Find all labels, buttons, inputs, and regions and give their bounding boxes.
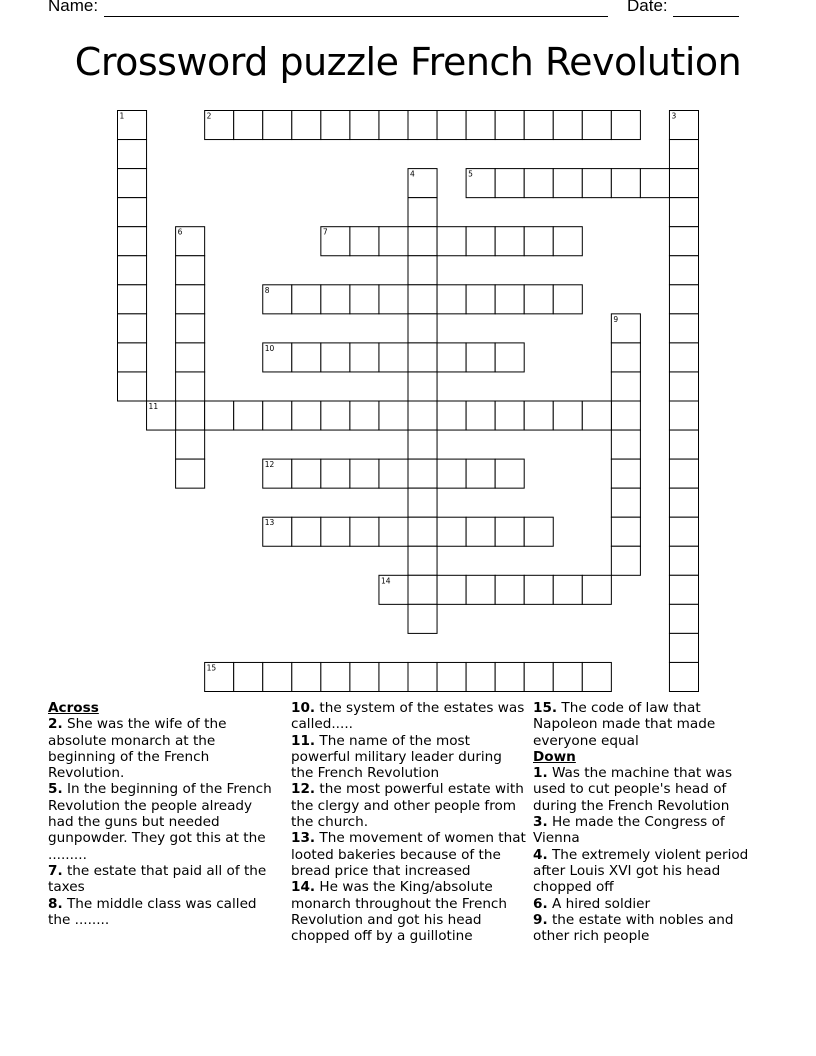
grid-cell <box>553 227 582 256</box>
grid-cell <box>118 140 147 169</box>
grid-cell <box>263 111 292 140</box>
grid-cell <box>321 459 350 488</box>
grid-cell <box>669 314 698 343</box>
grid-cell <box>611 111 640 140</box>
grid-cell <box>611 169 640 198</box>
grid-cell <box>437 575 466 604</box>
grid-cell <box>669 169 698 198</box>
cell-number: 3 <box>671 111 677 121</box>
grid-cell <box>466 343 495 372</box>
grid-cell <box>408 459 437 488</box>
grid-cell <box>118 285 147 314</box>
grid-cell <box>524 401 553 430</box>
grid-cell <box>263 401 292 430</box>
grid-cell <box>611 459 640 488</box>
grid-cell <box>495 401 524 430</box>
grid-cell <box>350 517 379 546</box>
grid-cell <box>379 227 408 256</box>
grid-cell <box>408 111 437 140</box>
grid-cell <box>234 111 263 140</box>
grid-cell <box>611 517 640 546</box>
grid-cell <box>350 662 379 691</box>
grid-cell <box>350 343 379 372</box>
grid-cell <box>669 227 698 256</box>
grid-cell <box>118 314 147 343</box>
grid-cell <box>553 575 582 604</box>
grid-cell <box>176 343 205 372</box>
clue-down-6: 6. A hired soldier <box>533 895 651 912</box>
grid-cell <box>321 401 350 430</box>
grid-cell <box>408 430 437 459</box>
grid-cell <box>176 459 205 488</box>
grid-cell <box>263 662 292 691</box>
grid-cell <box>466 285 495 314</box>
clue-across-8: 8. The middle class was called the ........ <box>48 895 257 928</box>
grid-cell <box>669 575 698 604</box>
clue-across-5: 5. In the beginning of the French Revolution the people already had the guns but needed gunpowder. They got this at the ......... <box>48 781 272 863</box>
grid-cell <box>466 227 495 256</box>
grid-cell <box>669 662 698 691</box>
grid-cell <box>408 488 437 517</box>
grid-cell <box>553 111 582 140</box>
grid-cell <box>176 285 205 314</box>
grid-cell <box>669 198 698 227</box>
grid-cell <box>234 662 263 691</box>
clue-across-13: 13. The movement of women that looted bakeries because of the bread price that increased <box>291 830 526 879</box>
grid-cell <box>437 662 466 691</box>
grid-cell <box>495 343 524 372</box>
grid-cell <box>466 401 495 430</box>
grid-cell <box>321 343 350 372</box>
grid-cell <box>466 575 495 604</box>
grid-cell <box>466 662 495 691</box>
cell-number: 10 <box>264 343 275 353</box>
grid-cell <box>669 401 698 430</box>
grid-cell <box>495 285 524 314</box>
grid-cell <box>408 604 437 633</box>
clue-across-15: 15. The code of law that Napoleon made that made everyone equal <box>533 700 716 749</box>
grid-cell <box>118 372 147 401</box>
grid-cell <box>350 227 379 256</box>
grid-cell <box>582 575 611 604</box>
grid-cell <box>118 227 147 256</box>
grid-cell <box>408 314 437 343</box>
grid-cell <box>176 430 205 459</box>
clue-column-3 <box>533 700 755 944</box>
grid-cell <box>582 662 611 691</box>
grid-cell <box>669 372 698 401</box>
across-heading: Across <box>48 700 99 716</box>
clue-column-1 <box>48 700 276 928</box>
cell-number: 6 <box>177 227 183 237</box>
grid-cell <box>292 401 321 430</box>
grid-cell <box>669 488 698 517</box>
grid-cell <box>437 343 466 372</box>
grid-cell <box>669 140 698 169</box>
clue-across-10: 10. the system of the estates was called..... <box>291 700 525 733</box>
name-label: Name: <box>48 0 103 15</box>
grid-cell <box>379 343 408 372</box>
grid-cell <box>611 430 640 459</box>
grid-cell <box>379 459 408 488</box>
cell-number: 4 <box>410 169 415 179</box>
grid-cell <box>669 604 698 633</box>
grid-cell <box>495 575 524 604</box>
grid-cell <box>205 401 234 430</box>
grid-cell <box>495 111 524 140</box>
grid-cell <box>669 343 698 372</box>
grid-cell <box>437 459 466 488</box>
grid-cell <box>408 401 437 430</box>
clue-across-14: 14. He was the King/absolute monarch throughout the French Revolution and got his head chopped off by a guillotine <box>291 879 508 945</box>
grid-cell <box>176 256 205 285</box>
grid-cell <box>408 662 437 691</box>
grid-cell <box>379 517 408 546</box>
grid-cell <box>408 517 437 546</box>
cell-number: 11 <box>148 402 159 411</box>
cell-number: 1 <box>119 111 125 121</box>
clue-down-4: 4. The extremely violent period after Louis XVI got his head chopped off <box>533 846 749 896</box>
grid-cell <box>524 169 553 198</box>
grid-cell <box>640 169 669 198</box>
grid-cell <box>553 285 582 314</box>
grid-cell <box>611 488 640 517</box>
grid-cell <box>611 546 640 575</box>
clue-across-7: 7. the estate that paid all of the taxes <box>48 862 267 896</box>
cell-number: 8 <box>264 285 270 295</box>
grid-cell <box>350 111 379 140</box>
grid-cell <box>669 459 698 488</box>
page-title: Crossword puzzle French Revolution <box>74 40 742 84</box>
grid-cell <box>611 372 640 401</box>
grid-cell <box>292 285 321 314</box>
grid-cell <box>408 372 437 401</box>
grid-cell <box>582 111 611 140</box>
cell-number: 12 <box>264 460 275 470</box>
grid-cell <box>321 662 350 691</box>
grid-cell <box>379 401 408 430</box>
grid-cell <box>118 256 147 285</box>
grid-cell <box>495 662 524 691</box>
cell-number: 15 <box>206 663 217 673</box>
grid-cell <box>524 575 553 604</box>
grid-cell <box>437 517 466 546</box>
grid-cell <box>553 662 582 691</box>
grid-cell <box>321 111 350 140</box>
grid-cell <box>495 517 524 546</box>
grid-cell <box>582 401 611 430</box>
grid-cell <box>524 662 553 691</box>
grid-cell <box>408 343 437 372</box>
grid-cell <box>379 111 408 140</box>
grid-cell <box>118 198 147 227</box>
grid-cell <box>669 430 698 459</box>
grid-cell <box>292 343 321 372</box>
grid-cell <box>321 517 350 546</box>
grid-cell <box>408 546 437 575</box>
cell-number: 7 <box>322 227 328 237</box>
cell-number: 14 <box>380 576 391 586</box>
grid-cell <box>437 285 466 314</box>
down-heading: Down <box>533 748 576 765</box>
grid-cell <box>176 314 205 343</box>
grid-cell <box>292 111 321 140</box>
grid-cell <box>408 227 437 256</box>
grid-cell <box>669 285 698 314</box>
grid-cell <box>437 401 466 430</box>
grid-cell <box>553 169 582 198</box>
grid-cell <box>524 285 553 314</box>
grid-cell <box>669 546 698 575</box>
clue-across-2: 2. She was the wife of the absolute monarch at the beginning of the French Revolution. <box>48 716 227 782</box>
grid-cell <box>350 285 379 314</box>
grid-cell <box>495 227 524 256</box>
clue-column-2 <box>291 700 527 944</box>
grid-cell <box>234 401 263 430</box>
date-label: Date: <box>627 0 673 15</box>
grid-cell <box>350 459 379 488</box>
grid-cell <box>466 517 495 546</box>
grid-cell <box>176 372 205 401</box>
grid-cell <box>118 343 147 372</box>
grid-cell <box>350 401 379 430</box>
clue-down-3: 3. He made the Congress of Vienna <box>533 814 725 847</box>
grid-cell <box>495 169 524 198</box>
grid-cell <box>379 285 408 314</box>
grid-cell <box>408 575 437 604</box>
grid-cell <box>321 285 350 314</box>
clue-down-1: 1. Was the machine that was used to cut people's head of during the French Revolution <box>533 765 733 814</box>
grid-cell <box>292 662 321 691</box>
grid-cell <box>408 285 437 314</box>
grid-cell <box>379 662 408 691</box>
grid-cell <box>437 227 466 256</box>
grid-cell <box>582 169 611 198</box>
grid-cell <box>466 459 495 488</box>
grid-cell <box>176 401 205 430</box>
grid-cell <box>669 256 698 285</box>
grid-cell <box>524 517 553 546</box>
grid-cell <box>611 343 640 372</box>
grid-cell <box>408 256 437 285</box>
grid-cell <box>466 111 495 140</box>
grid-cell <box>292 517 321 546</box>
grid-cell <box>553 401 582 430</box>
grid-cell <box>408 198 437 227</box>
grid-cell <box>611 401 640 430</box>
grid-cell <box>292 459 321 488</box>
cell-number: 2 <box>206 111 212 121</box>
grid-cell <box>669 517 698 546</box>
clue-across-11: 11. The name of the most powerful military leader during the French Revolution <box>291 732 502 782</box>
grid-cell <box>524 111 553 140</box>
clue-down-9: 9. the estate with nobles and other rich people <box>533 911 734 945</box>
grid-cell <box>669 633 698 662</box>
cell-number: 13 <box>264 518 275 528</box>
grid-cell <box>118 169 147 198</box>
grid-cell <box>495 459 524 488</box>
grid-cell <box>437 111 466 140</box>
cell-number: 9 <box>613 314 619 324</box>
clue-across-12: 12. the most powerful estate with the clergy and other people from the church. <box>291 781 524 831</box>
cell-number: 5 <box>468 169 473 179</box>
grid-cell <box>524 227 553 256</box>
